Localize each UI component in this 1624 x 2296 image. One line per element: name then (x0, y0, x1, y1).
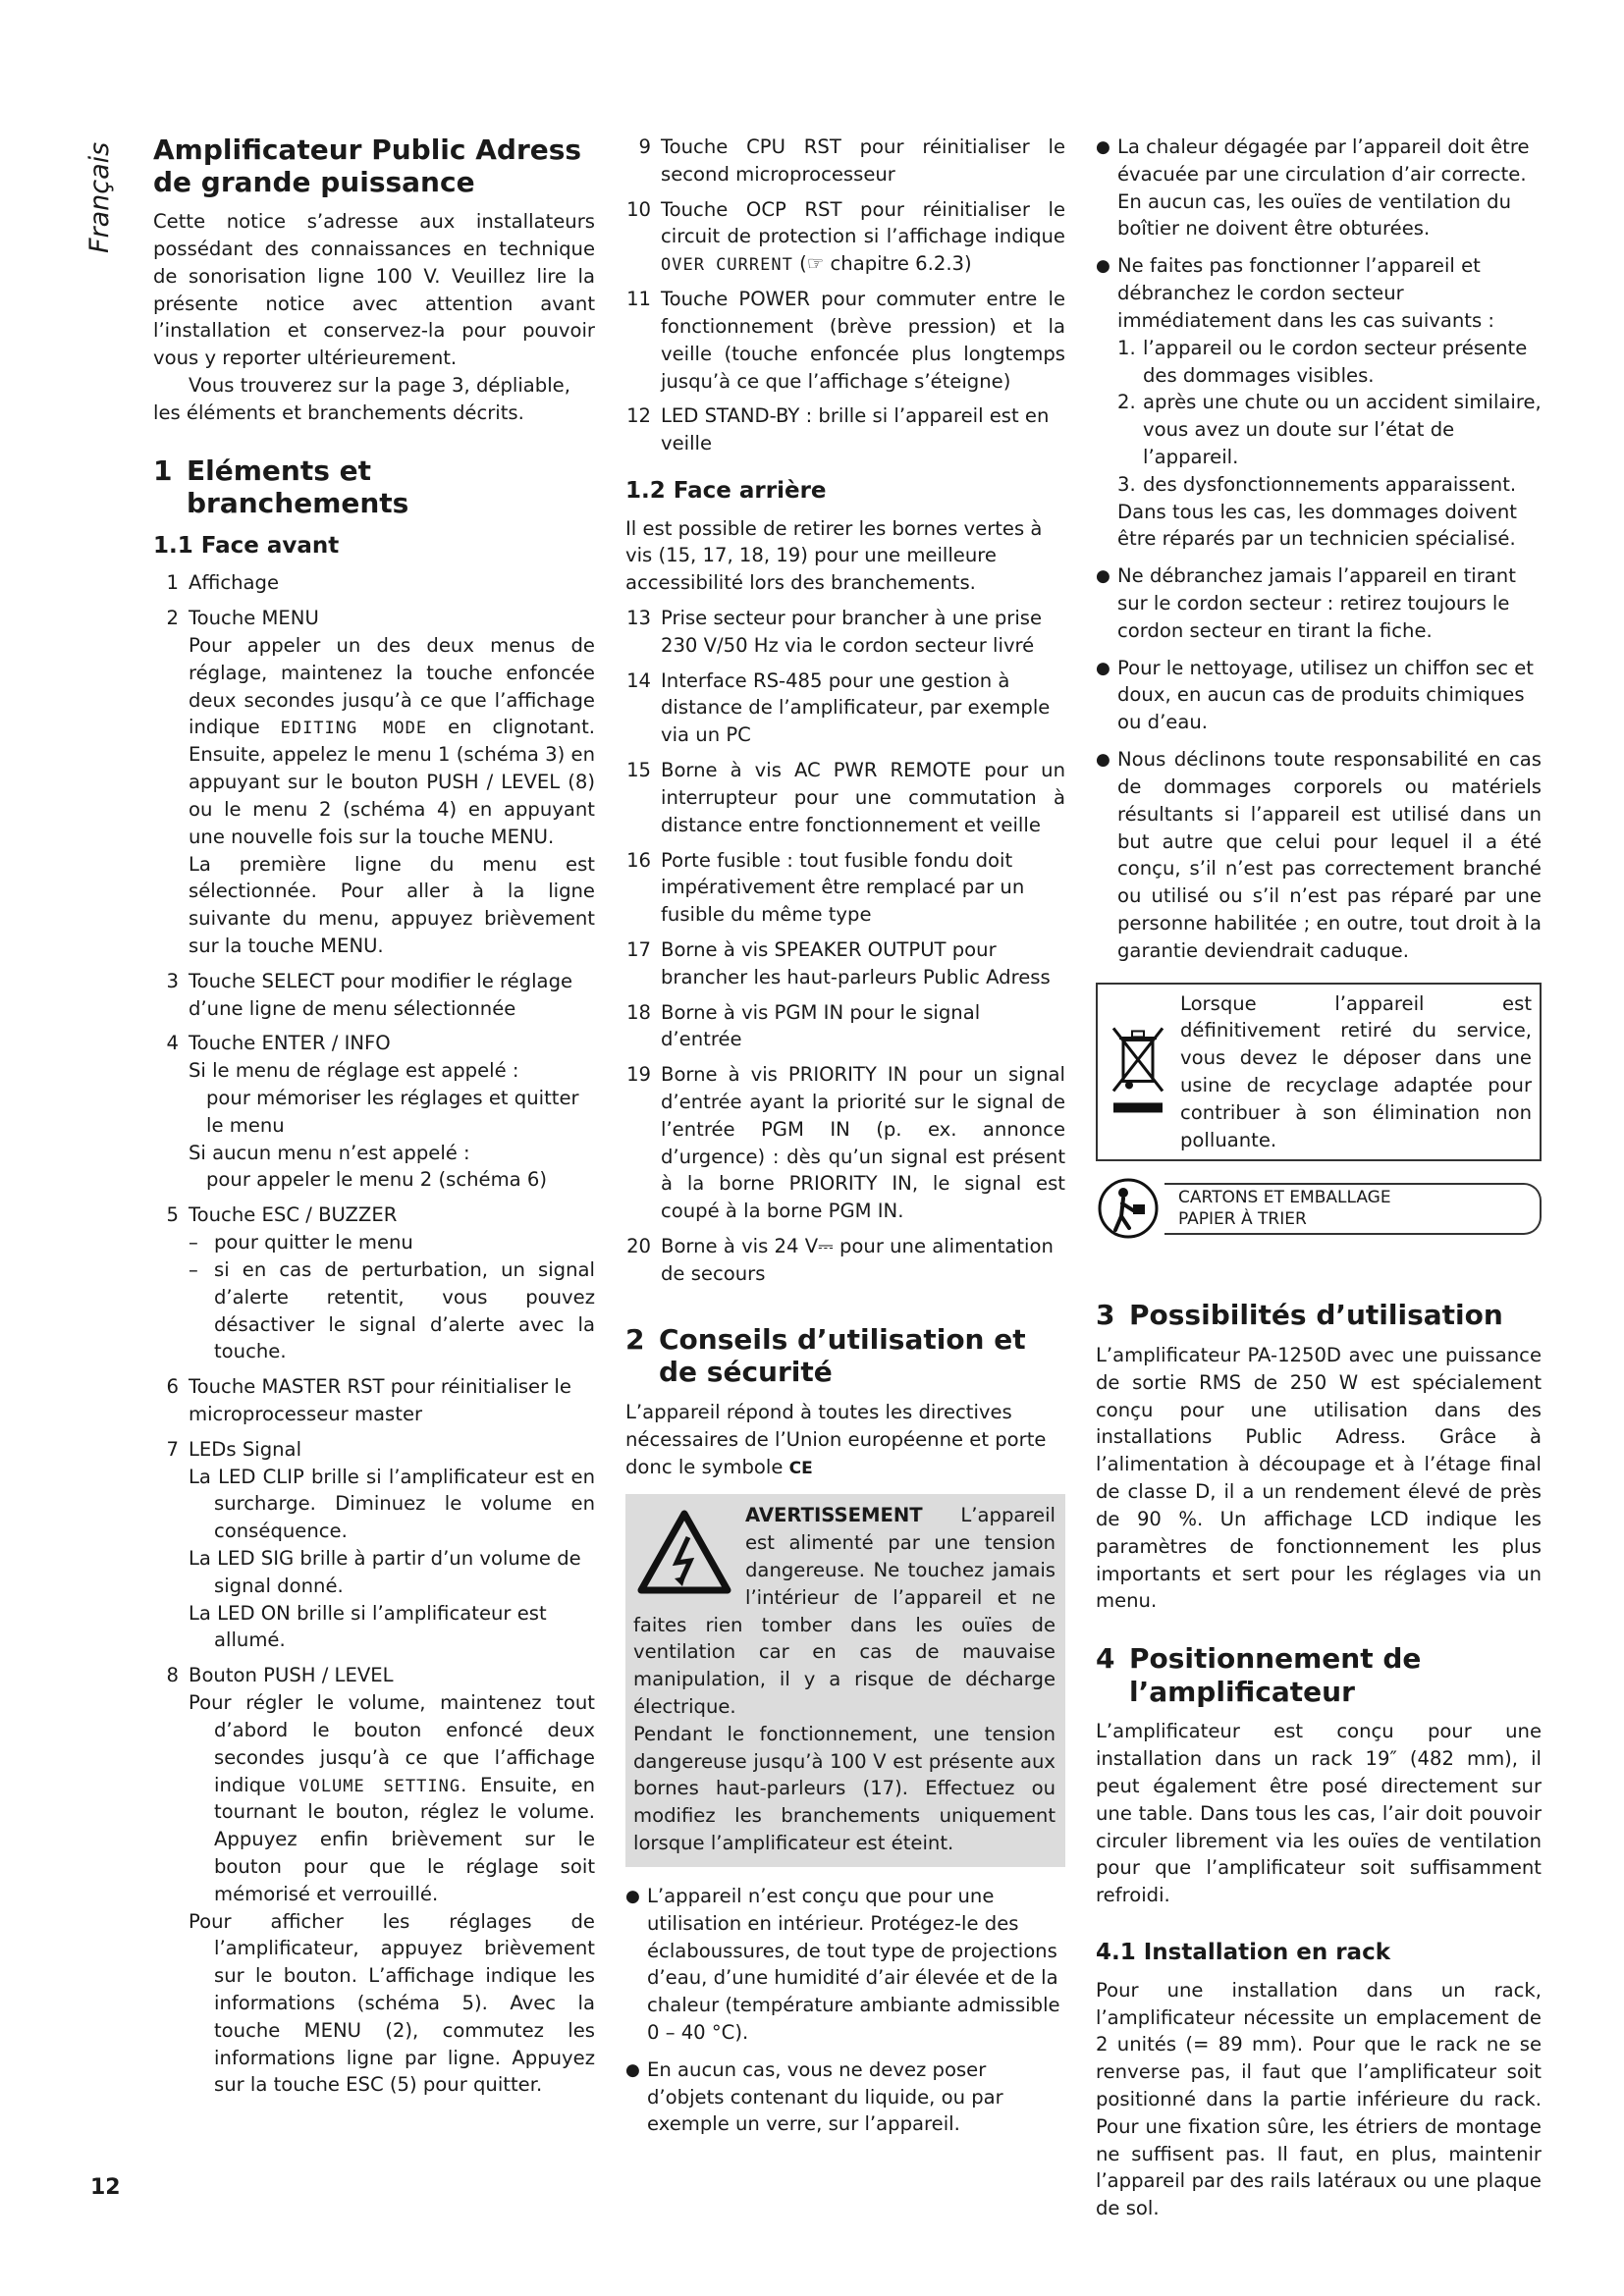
bullet-item: ● Pour le nettoyage, utilisez un chiffon sec et doux, en aucun cas de produits chimiques ou d’eau. (1096, 656, 1534, 734)
list-item-7: 7 LEDs Signal La LED CLIP brille si l’amplificateur est en surcharge. Diminuez le volume en conséquence. La LED SIG brille à partir d’un volume de signal donné. La LED ON brille si l’amplificateur est allumé. (166, 1437, 595, 1652)
section-1-heading (153, 454, 595, 520)
document-title: Amplificateur Public Adress de grande puissance (153, 133, 582, 199)
page-number: 12 (90, 2175, 121, 2200)
recycle-line-2: PAPIER À TRIER (1178, 1209, 1307, 1230)
recycle-person-icon (1096, 1177, 1161, 1240)
subsection-1-1-heading: 1.1 Face avant (153, 532, 340, 559)
weee-notice-box (1096, 983, 1542, 1162)
list-item-8: 8 Bouton PUSH / LEVEL Pour régler le volume, maintenez tout d’abord le bouton enfoncé deux secondes jusqu’à ce que l’affichage indique VOLUME SETTING. Ensuite, en tournant le bouton, réglez le volume. Appuyez enfin brièvement sur le bouton pour que le réglage soit mémorisé et verrouillé. Pour afficher les réglages de l’amplificateur, appuyez brièvement sur le bouton. L’affichage indique les informations (schéma 5). Avec la touche MENU (2), commutez les informations ligne par ligne. Appuyez sur la touche ESC (5) pour quitter. (166, 1664, 595, 2097)
lcd-text-over-current: OVER CURRENT (661, 255, 793, 276)
lcd-text-volume-setting: VOLUME SETTING (298, 1776, 461, 1796)
warning-title: AVERTISSEMENT (745, 1504, 923, 1527)
list-item-15: 15 Borne à vis AC PWR REMOTE pour un interrupteur pour une commutation à distance entre fonctionnement et veille (626, 759, 1065, 836)
lcd-text-editing-mode: EDITING MODE (280, 719, 428, 739)
crossed-bin-icon (1106, 990, 1170, 1154)
subsection-1-2-heading: 1.2 Face arrière (625, 477, 827, 504)
list-item-16: 16 Porte fusible : tout fusible fondu doit impérativement être remplacé par un fusible du même type (626, 848, 1025, 927)
subsection-4-1-text: Pour une installation dans un rack, l’amplificateur nécessite un emplacement de 2 unités (= 89 mm). Pour que le rack ne se renverse pas, il faut que l’amplificateur soit positionné dans la partie inférieure du rack. Pour une fixation sûre, les étriers de montage ne suffisent pas. Il faut, en plus, maintenir l’appareil par des rails latéraux ou une plaque de sol. (1096, 1978, 1542, 2220)
list-item-19: 19 Borne à vis PRIORITY IN pour un signal d’entrée ayant la priorité sur le signal de l’entrée PGM IN (p. ex. annonce d’urgence) : dès qu’un signal est présent à la borne PRIORITY IN, le signal est coupé à la borne PGM IN. (626, 1063, 1065, 1223)
bullet-item: ● Ne faites pas fonctionner l’appareil et débranchez le cordon secteur immédiatement dans les cas suivants : 1. l’appareil ou le cordon secteur présente des dommages visibles. 2. après une chute ou un accident similaire, vous avez un doute sur l’état de l’appareil. 3. des dysfonctionnements apparaissent. Dans tous les cas, les dommages doivent être réparés par un technicien spécialisé. (1096, 254, 1542, 551)
list-item-18: 18 Borne à vis PGM IN pour le signal d’entrée (626, 1000, 981, 1051)
bullet-item: ● La chaleur dégagée par l’appareil doit être évacuée par une circulation d’air correcte. En aucun cas, les ouïes de ventilation du boîtier ne doivent être obturées. (1096, 135, 1530, 240)
intro-paragraph: Cette notice s’adresse aux installateurs possédant des connaissances en technique de sonorisation ligne 100 V. Veuillez lire la présente notice avec attention avant l’installation et conservez-la pour pouvoir vous y reporter ultérieurement. (153, 210, 595, 370)
bullet-item: ● En aucun cas, vous ne devez poser d’objets contenant du liquide, ou par exemple un verre, sur l’appareil. (625, 2057, 1003, 2136)
list-item-2: 2 Touche MENU Pour appeler un des deux menus de réglage, maintenez la touche enfoncée deux secondes jusqu’à ce que l’affichage indique EDITING MODE en clignotant. Ensuite, appelez le menu 1 (schéma 3) en appuyant sur le bouton PUSH / LEVEL (8) ou le menu 2 (schéma 4) en appuyant une nouvelle fois sur la touche MENU. La première ligne du menu est sélectionnée. Pour aller à la ligne suivante du menu, appuyez brièvement sur la touche MENU. (166, 607, 595, 957)
bullet-item: ● Nous déclinons toute responsabilité en cas de dommages corporels ou matériels résultants si l’appareil est utilisé dans un but autre que celui pour lequel il a été conçu, s’il n’est pas correctement branché ou utilisé ou s’il n’est pas réparé par une personne habilitée ; en outre, tout droit à la garantie deviendrait caduque. (1096, 748, 1542, 962)
list-item-11: 11 Touche POWER pour commuter entre le fonctionnement (brève pression) et la veille (touche enfoncée plus longtemps jusqu’à ce que l’affichage s’éteigne) (626, 288, 1065, 393)
section-number: 1 (153, 454, 173, 487)
recycling-notice (1096, 1177, 1542, 1240)
list-item-13: 13 Prise secteur pour brancher à une prise 230 V/50 Hz via le cordon secteur livré (626, 607, 1043, 657)
section-2-heading: 2 Conseils d’utilisation et de sécurité (625, 1322, 1026, 1389)
column-1 (153, 133, 595, 2107)
item-2-text: Pour appeler un des deux menus de réglage, maintenez la touche enfoncée deux secondes jusqu’à ce que l’affichage indique EDITING MODE en clignotant. Ensuite, appelez le menu 1 (schéma 3) en appuyant sur le bouton PUSH / LEVEL (8) ou le menu 2 (schéma 4) en appuyant une nouvelle fois sur la touche MENU. (189, 634, 595, 848)
subsection-4-1-heading: 4.1 Installation en rack (1096, 1940, 1391, 1966)
section-3-heading: 3 Possibilités d’utilisation (1096, 1299, 1503, 1332)
ce-mark: CE (788, 1458, 813, 1478)
section-4-heading: 4 Positionnement de l’amplificateur (1096, 1642, 1422, 1708)
weee-text: Lorsque l’appareil est définitivement retiré du service, vous devez le déposer dans une usine de recyclage adaptée pour contribuer à son élimination non polluante. (1180, 991, 1532, 1151)
recycle-line-1: CARTONS ET EMBALLAGE (1178, 1188, 1391, 1208)
item-8-text: Pour régler le volume, maintenez tout d’abord le bouton enfoncé deux secondes jusqu’à ce que l’affichage indique VOLUME SETTING. Ensuite, en tournant le bouton, réglez le volume. Appuyez enfin brièvement sur le bouton pour que le réglage soit mémorisé et verrouillé. (189, 1691, 595, 1905)
section-title: Eléments et branchements (187, 454, 409, 520)
list-item-17: 17 Borne à vis SPEAKER OUTPUT pour brancher les haut-parleurs Public Adress (626, 937, 1051, 988)
list-item-9: 9 Touche CPU RST pour réinitialiser le second microprocesseur (638, 135, 1065, 186)
list-item-14: 14 Interface RS-485 pour une gestion à distance de l’amplificateur, par exemple via un PC (626, 668, 1051, 747)
list-item-6: 6 Touche MASTER RST pour réinitialiser le microprocesseur master (166, 1375, 571, 1425)
section-3-text: L’amplificateur PA-1250D avec une puissance de sortie RMS de 250 W est spécialement conçu pour une utilisation dans des installations Public Adress. Grâce à l’alimentation à découpage et à l’étage final de classe D, il a un rendement élevé de près de 90 %. Un affichage LCD indique les paramètres de fonctionnement les plus importants et sert pour les réglages via un menu. (1096, 1344, 1542, 1613)
section-4-text: L’amplificateur est conçu pour une installation dans un rack 19″ (482 mm), il peut également être posé directement sur une table. Dans tous les cas, l’air doit pouvoir circuler librement via les ouïes de ventilation pour que l’amplificateur soit suffisamment refroidi. (1096, 1720, 1542, 1907)
bullet-item: ● L’appareil n’est conçu que pour une utilisation en intérieur. Protégez-le des éclaboussures, de tout type de projections d’eau, d’une humidité d’air élevée et de la chaleur (température ambiante admissible 0 – 40 °C). (625, 1884, 1060, 2044)
list-item-4: 4 Touche ENTER / INFO Si le menu de réglage est appelé : pour mémoriser les réglages et quitter le menu Si aucun menu n’est appelé : pour appeler le menu 2 (schéma 6) (166, 1032, 579, 1192)
intro-paragraph-2: Vous trouverez sur la page 3, dépliable, les éléments et branchements décrits. (153, 373, 570, 424)
list-item-1: 1 Affichage (166, 571, 280, 595)
warning-box: AVERTISSEMENT L’appareil est alimenté par une tension dangereuse. Ne touchez jamais l’intérieur de l’appareil et ne faites rien tomber dans les ouïes de ventilation car en cas de mauvaise manipulation, il y a risque de décharge électrique. Pendant le fonctionnement, une tension dangereuse jusqu’à 100 V est présente aux bornes haut-parleurs (17). Effectuez ou modifiez les branchements uniquement lorsque l’amplificateur est éteint. (625, 1494, 1065, 1867)
section-2-intro: L’appareil répond à toutes les directives nécessaires de l’Union européenne et porte donc le symbole CE (625, 1400, 1047, 1478)
list-item-10: 10 Touche OCP RST pour réinitialiser le circuit de protection si l’affichage indique OVER CURRENT (☞ chapitre 6.2.3) (626, 197, 1065, 276)
list-item-5: 5 Touche ESC / BUZZER – pour quitter le menu – si en cas de perturbation, un signal d’alerte retentit, vous pouvez désactiver le signal d’alerte avec la touche. (166, 1203, 595, 1363)
electric-hazard-icon (633, 1506, 735, 1600)
column-2: 9 Touche CPU RST pour réinitialiser le second microprocesseur 10 Touche OCP RST pour réinitialiser le circuit de protection si l’affichage indique OVER CURRENT (☞ chapitre 6.2.3) 11 Touche POWER pour commuter entre le fonctionnement (brève pression) et la veille (touche enfoncée plus longtemps jusqu’à ce que l’affichage s’éteigne) 12 LED STAND-BY : brille si l’appareil est en veille 1.2 Face arrière Il est possible de retirer les bornes vertes à vis (15, 17, 18, 19) pour une meilleure accessibilité lors des branchements. 13 Prise secteur pour brancher à une prise 230 V/50 Hz via le cordon secteur livré 14 Interface RS-485 pour une gestion à distance de l’amplificateur, par exemple via un PC 15 Borne à vis AC PWR REMOTE pour un interrupteur pour une commutation à distance entre fonctionnement et veille 16 Porte fusible : tout fusible fondu doit impérativement être remplacé par un fusible du même type 17 Borne à vis SPEAKER OUTPUT pour brancher les haut-parleurs Public Adress 18 Borne à vis PGM IN pour le signal d’entrée 19 Borne à vis PRIORITY IN pour un signal d’entrée ayant la priorité sur le signal de l’entrée PGM IN (p. ex. annonce d’urgence) : dès qu’un signal est présent à la borne PRIORITY IN, le signal est coupé à la borne PGM IN. 20 Borne à vis 24 V⎓ pour une alimentation de secours 2 Conseils d’utilisation et de sécurité L’appareil répond à toutes les directives nécessaires de l’Union européenne et porte donc le symbole CE AVERTISSEMENT L’appareil est alimenté par une tension dangereuse. Ne touchez jamais l’intérieur de l’appareil et ne faites rien tomber dans les ouïes de ventilation car en cas de mauvaise manipulation, il y a risque de décharge électrique. Pendant le fonctionnement, une tension dangereuse jusqu’à 100 V est présente aux bornes haut-parleurs (17). Effectuez ou modifiez les branchements uniquement lorsque l’amplificateur est éteint. ● L’appareil n’est conçu que pour une utilisation en intérieur. Protégez-le des éclaboussures, de tout type de projections d’eau, d’une humidité d’air élevée et de la chaleur (température ambiante admissible 0 – 40 °C). ● En aucun cas, vous ne devez poser d’objets contenant du liquide, ou par exemple un verre, sur l’appareil. (625, 133, 1065, 2148)
language-side-label: Français (84, 141, 115, 253)
list-item-12: 12 LED STAND-BY : brille si l’appareil est en veille (626, 404, 1050, 455)
column-3 (1096, 133, 1542, 2222)
list-item-3: 3 Touche SELECT pour modifier le réglage d’une ligne de menu sélectionnée (166, 969, 573, 1020)
list-item-20: 20 Borne à vis 24 V⎓ pour une alimentation de secours (626, 1235, 1054, 1285)
bullet-item: ● Ne débranchez jamais l’appareil en tirant sur le cordon secteur : retirez toujours le cordon secteur en tirant la fiche. (1096, 564, 1516, 642)
